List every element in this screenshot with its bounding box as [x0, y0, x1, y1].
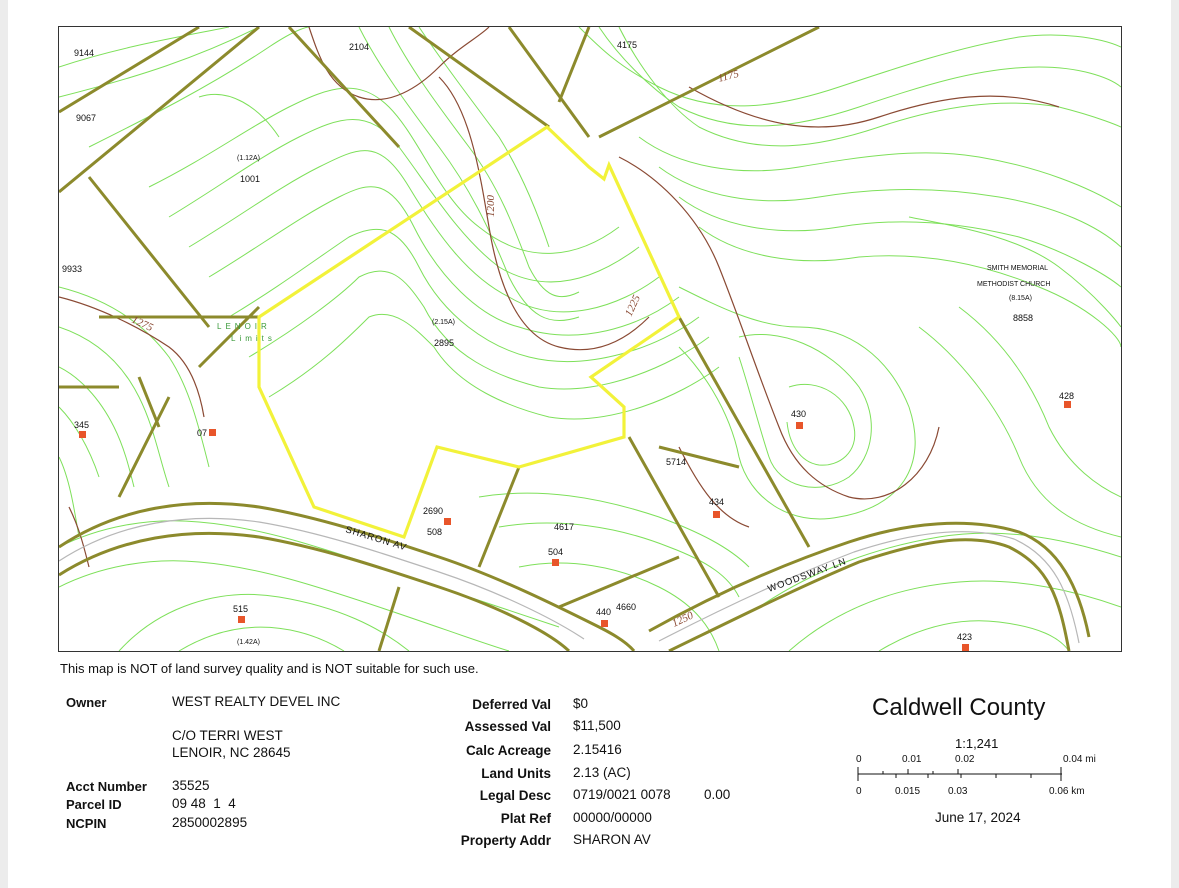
parcel-number: 2690 [423, 506, 444, 516]
property-addr-label: Property Addr [460, 833, 551, 848]
owner-address-line1: C/O TERRI WEST [172, 728, 283, 743]
legal-desc-label: Legal Desc [479, 788, 551, 803]
acreage-label: (1.12A) [237, 155, 260, 162]
parcel-number: 4617 [554, 522, 575, 532]
assessed-val-label: Assessed Val [464, 719, 551, 734]
assessed-val-value: $11,500 [573, 718, 621, 733]
county-title: Caldwell County [872, 694, 1046, 721]
parcel-number: 515 [233, 604, 249, 614]
scale-tick-mi: 0.01 [902, 754, 922, 765]
map-canvas [59, 27, 1121, 651]
legal-desc-value: 0719/0021 0078 [573, 787, 671, 802]
ncpin-label: NCPIN [66, 816, 107, 831]
subject-parcel[interactable] [259, 127, 679, 537]
parcel-number: 423 [957, 632, 973, 642]
plat-ref-value: 00000/00000 [573, 810, 652, 825]
land-units-value: 2.13 (AC) [573, 765, 631, 780]
owner-label: Owner [66, 695, 107, 710]
scale-tick-mi: 0 [856, 754, 862, 765]
owner-name: WEST REALTY DEVEL INC [172, 694, 341, 709]
church-label [977, 265, 1050, 288]
deferred-val-label: Deferred Val [472, 697, 551, 712]
parcel-number: 5714 [666, 457, 687, 467]
acct-number-label: Acct Number [66, 779, 147, 794]
church-label-line2: METHODIST CHURCH [977, 281, 1051, 288]
parcel-number: 4175 [617, 40, 638, 50]
contour-lines [59, 27, 1121, 651]
owner-address-line2: LENOIR, NC 28645 [172, 745, 291, 760]
acreage-label: (2.15A) [432, 319, 455, 326]
parcel-number: 434 [709, 497, 725, 507]
parcel-number: 1001 [240, 174, 261, 184]
scale-tick-km: 0.015 [895, 786, 921, 797]
ncpin-value: 2850002895 [172, 815, 248, 830]
scale-ratio: 1:1,241 [955, 736, 999, 751]
parcel-number: 07 [197, 428, 208, 438]
land-units-label: Land Units [481, 766, 551, 781]
acreage-labels [237, 155, 1032, 646]
deferred-val-value: $0 [573, 696, 589, 711]
scale-tick-km: 0 [856, 786, 862, 797]
scale-tick-km: 0.06 km [1049, 786, 1085, 797]
right-margin [1171, 0, 1179, 888]
parcel-id-label: Parcel ID [66, 797, 122, 812]
parcel-number: 508 [427, 527, 443, 537]
scale-tick-mi: 0.02 [955, 754, 975, 765]
plat-ref-label: Plat Ref [500, 811, 551, 826]
parcel-number: 9144 [74, 48, 95, 58]
scale-tick-km: 0.03 [948, 786, 968, 797]
index-contours [59, 27, 1059, 567]
disclaimer-text: This map is NOT of land survey quality and is NOT suitable for such use. [60, 661, 479, 676]
scale-bar [856, 766, 1066, 782]
contour-label: 1225 [622, 293, 644, 319]
legal-desc-extra: 0.00 [704, 787, 731, 802]
parcel-map[interactable] [58, 26, 1122, 652]
calc-acreage-value: 2.15416 [573, 742, 622, 757]
parcel-number: 440 [596, 607, 612, 617]
contour-label: 1175 [716, 67, 741, 85]
parcel-number: 2104 [349, 42, 370, 52]
contour-label: 1200 [485, 195, 497, 217]
town-label-sub: Limits [231, 334, 276, 343]
acct-number-value: 35525 [172, 778, 210, 793]
contour-label: 1275 [129, 313, 155, 335]
map-date: June 17, 2024 [935, 810, 1021, 825]
acreage-label: (8.15A) [1009, 295, 1032, 302]
parcel-number: 430 [791, 409, 807, 419]
contour-label: 1250 [670, 609, 696, 630]
parcel-number: 345 [74, 420, 90, 430]
calc-acreage-label: Calc Acreage [465, 743, 551, 758]
parcel-number: 428 [1059, 391, 1075, 401]
property-addr-value: SHARON AV [573, 832, 651, 847]
parcel-number: 8858 [1013, 313, 1034, 323]
parcel-number: 4660 [616, 602, 637, 612]
town-label: LENOIR [217, 322, 271, 331]
scale-tick-mi: 0.04 mi [1063, 754, 1096, 765]
left-margin [0, 0, 8, 888]
parcel-number: 504 [548, 547, 564, 557]
road-label-woodsway: WOODSWAY LN [766, 556, 849, 595]
road-label-sharon: SHARON AV [344, 524, 409, 554]
parcel-number: 9067 [76, 113, 97, 123]
parcel-id-value: 09 48 1 4 [172, 796, 236, 811]
parcel-number: 2895 [434, 338, 455, 348]
road-labels [344, 524, 848, 594]
parcel-number: 9933 [62, 264, 83, 274]
parcel-number-labels [62, 40, 1074, 642]
acreage-label: (1.42A) [237, 639, 260, 646]
church-label-line1: SMITH MEMORIAL [987, 265, 1049, 272]
